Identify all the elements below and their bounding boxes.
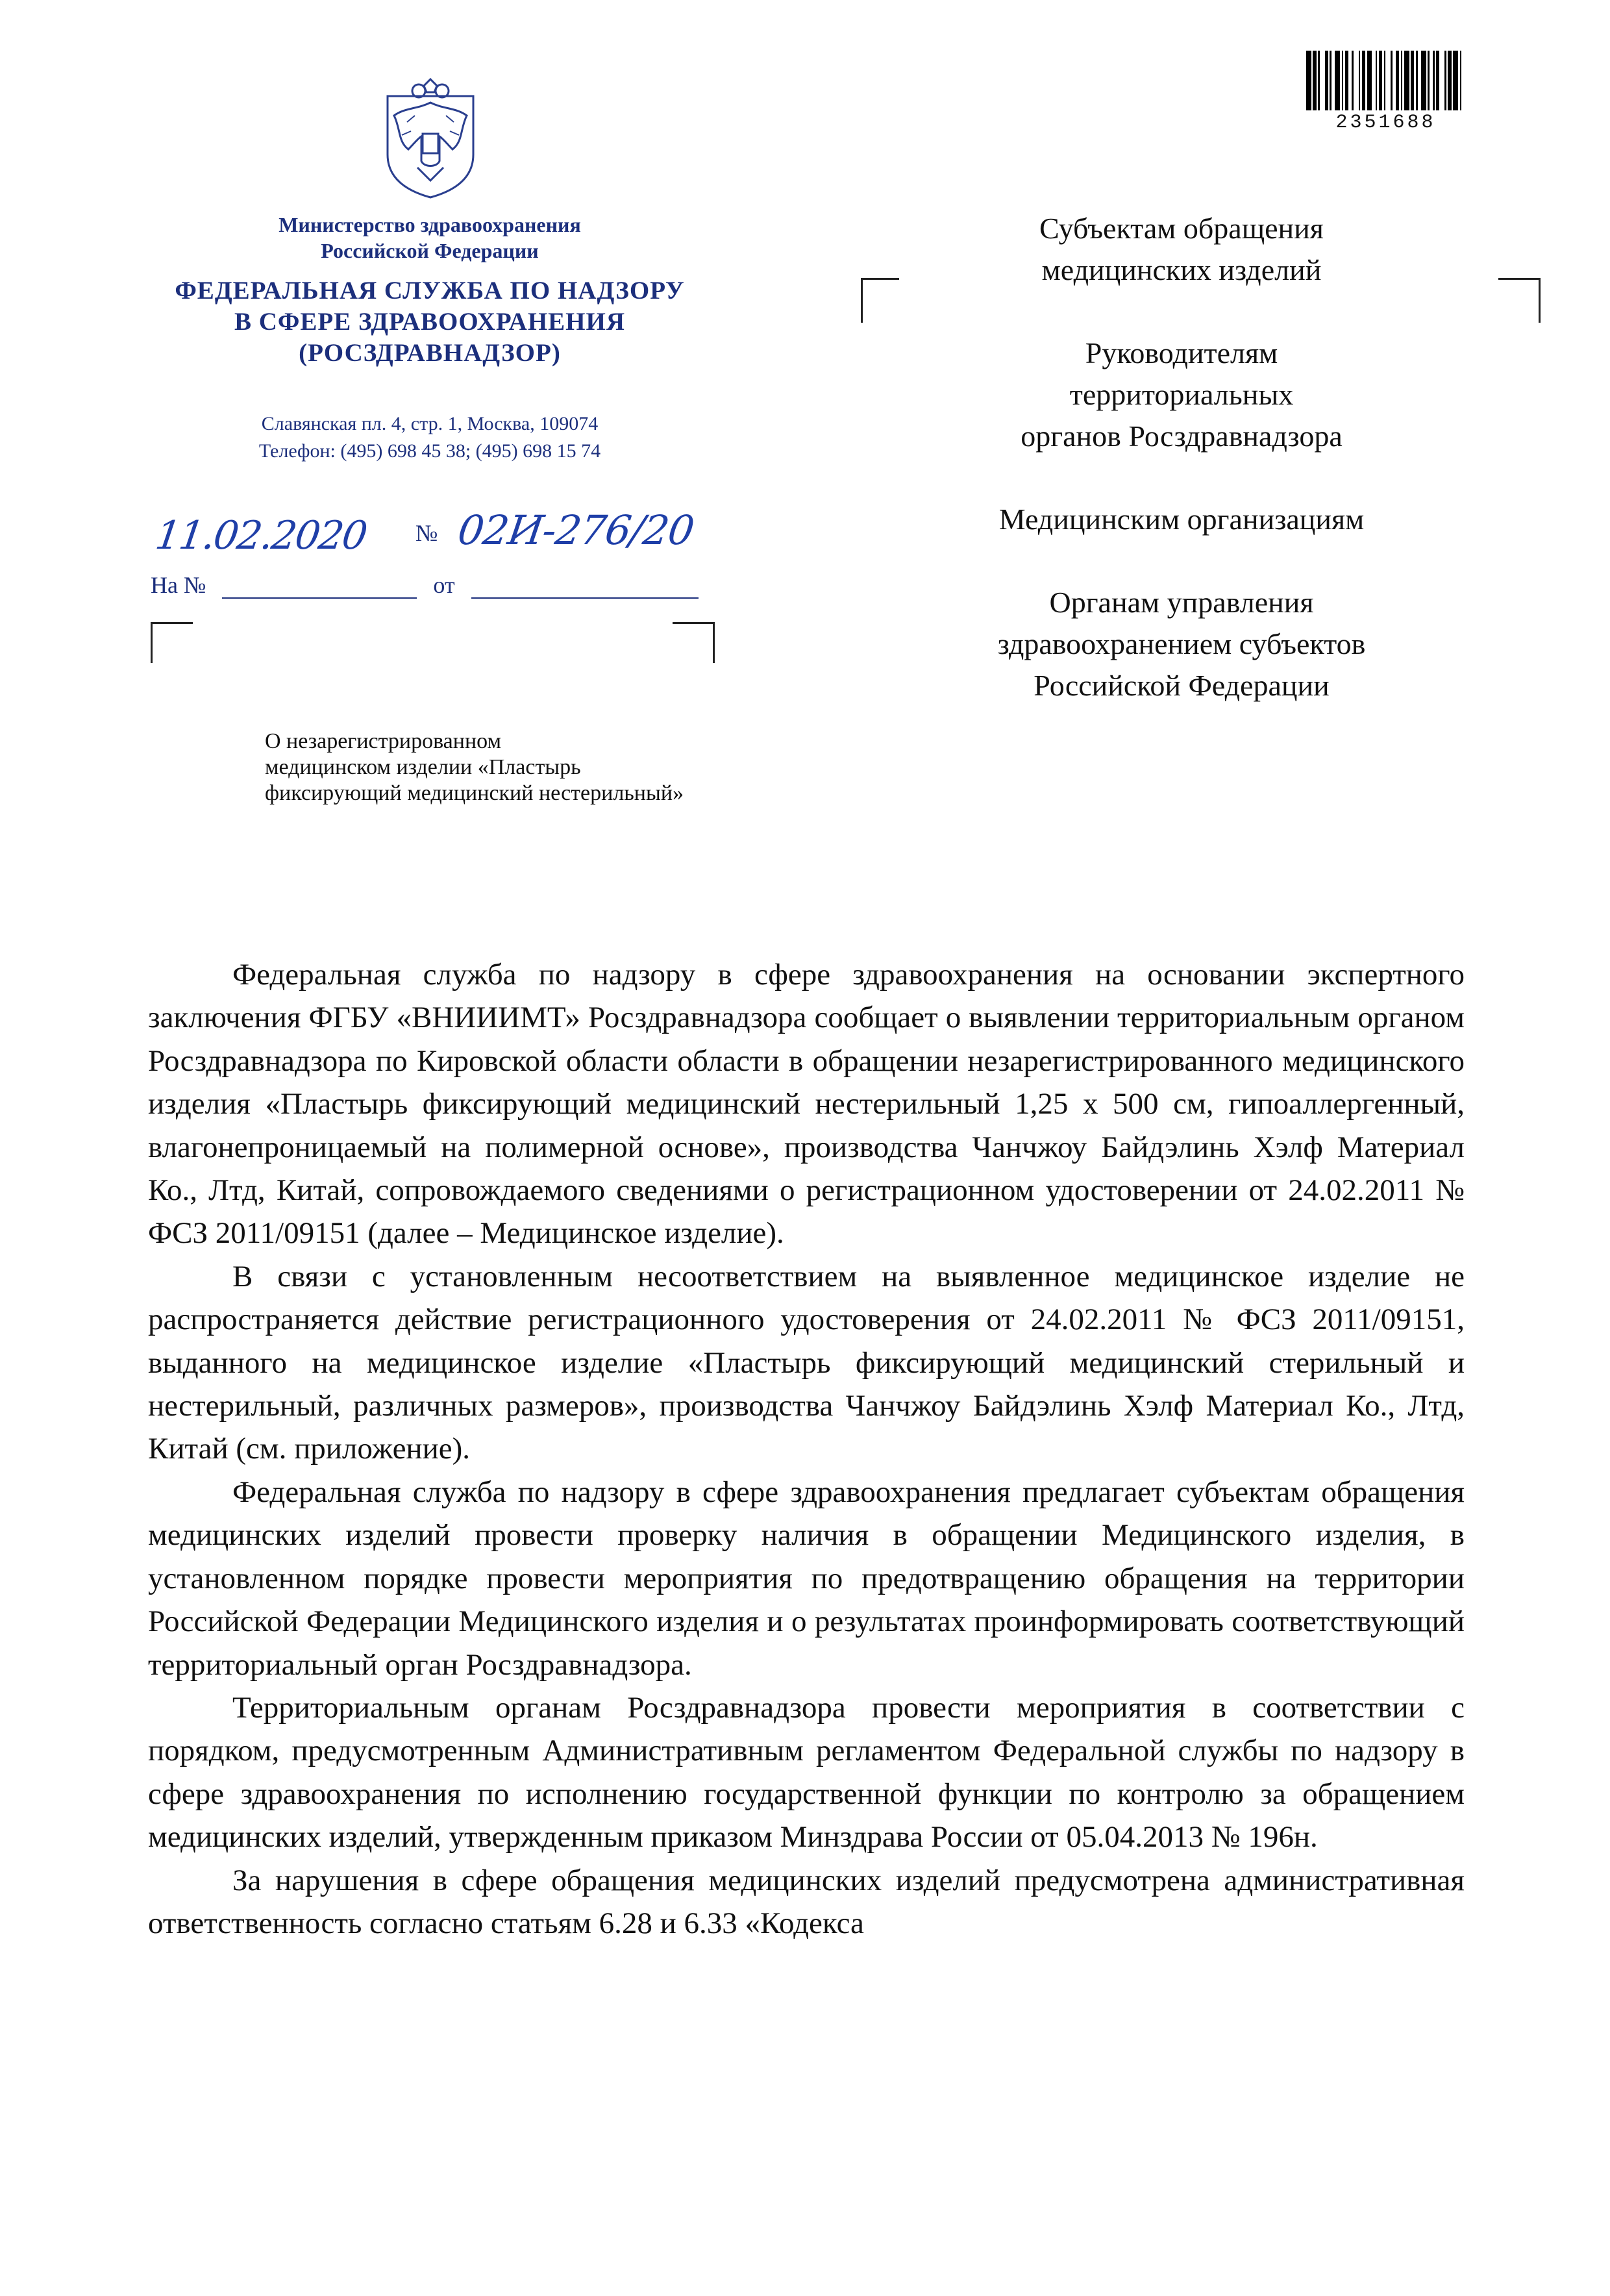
barcode-bar [1404,51,1409,110]
barcode-bar [1335,51,1340,110]
addressee-line: органов Росздравнадзора [1021,419,1343,453]
body-paragraph: В связи с установленным несоответствием на выявленное медицинское изделие не распространяется действие регистрационного удостоверения от 24.02.2011 № ФСЗ 2011/09151, выданного на медицинское изделие «Пластырь фиксирующий медицинский стерильный и нестерильный, различных размеров», производства Чанчжоу Байдэлинь Хэлф Материал Ко., Лтд, Китай (см. приложение). [148,1259,1465,1466]
barcode-bars [1306,51,1465,110]
ref-label: На № [151,572,206,598]
corner-bracket [151,622,193,663]
addressee [915,332,1448,457]
letter-body [148,953,1465,1945]
barcode-bar [1320,51,1325,110]
subject-line: медицинском изделии «Пластырь [265,755,581,779]
ref-number-line [222,577,417,599]
body-paragraph: Территориальным органам Росздравнадзора провести мероприятия в соответствии с порядком, предусмотренным Административным регламентом Федеральной службы по надзору в сфере здравоохранения по исполнению государственной функции по контролю за обращением медицинских изделий, утвержденным приказом Минздрава России от 05.04.2013 № 196н. [148,1690,1465,1854]
ref-from-label: от [433,572,455,598]
ministry-line: Министерство здравоохранения [279,213,581,236]
body-paragraph: Федеральная служба по надзору в сфере здравоохранения предлагает субъектам обращения медицинских изделий провести проверку наличия в обращении Медицинского изделия, в установленном порядке провести мероприятия по предотвращению обращения на территории Российской Федерации Медицинского изделия и о результатах проинформировать соответствующий территориальный орган Росздравнадзора. [148,1475,1465,1682]
barcode-bar [1354,51,1359,110]
address-block [118,410,741,465]
corner-bracket [673,622,715,663]
subject-block [265,729,823,806]
addressee-line: территориальных [1069,378,1294,411]
addressee-line: Медицинским организациям [998,503,1365,536]
body-paragraph: Федеральная служба по надзору в сфере здравоохранения на основании экспертного заключения ФГБУ «ВНИИИМТ» Росздравнадзора сообщает о выявлении территориальным органом Росздравнадзора по Кировской области области в обращении незарегистрированного медицинского изделия «Пластырь фиксирующий медицинский нестерильный 1,25 х 500 см, гипоаллергенный, влагонепроницаемый на полимерной основе», производства Чанчжоу Байдэлинь Хэлф Материал Ко., Лтд, Китай, сопровождаемого сведениями о регистрационном удостоверении от 24.02.2011 № ФСЗ 2011/09151 (далее – Медицинское изделие). [148,958,1465,1251]
addressee-line: Органам управления [1049,586,1314,619]
barcode [1306,51,1465,134]
address-line: Телефон: (495) 698 45 38; (495) 698 15 74 [258,440,601,462]
corner-bracket [1498,278,1541,323]
addressee-line: Субъектам обращения [1039,212,1324,245]
corner-bracket [861,278,899,323]
letter-date: 11.02.2020 [153,513,369,558]
service-name [118,275,741,369]
barcode-bar [1439,51,1444,110]
addressee-line: медицинских изделий [1041,253,1322,286]
addressee-line: Российской Федерации [1034,669,1330,702]
addressee-line: Руководителям [1085,336,1278,369]
service-line: В СФЕРЕ ЗДРАВООХРАНЕНИЯ [234,308,626,336]
ministry-line: Российской Федерации [321,239,539,262]
addressee-line: здравоохранением субъектов [997,627,1366,660]
addressee [915,499,1448,540]
address-line: Славянская пл. 4, стр. 1, Москва, 109074 [261,413,599,434]
number-sign: № [415,520,438,546]
addressee [915,582,1448,706]
subject-line: О незарегистрированном [265,729,502,753]
barcode-bar [1306,51,1311,110]
coat-of-arms-emblem [378,77,482,200]
reference-row [151,571,699,599]
barcode-bar [1453,51,1458,110]
body-paragraph: За нарушения в сфере обращения медицинских изделий предусмотрена административная ответственность согласно статьям 6.28 и 6.33 «Кодекса [148,1863,1465,1940]
service-line: (РОСЗДРАВНАДЗОР) [299,339,561,367]
addressees [915,208,1448,748]
barcode-bar [1367,51,1372,110]
barcode-bar [1461,51,1465,110]
service-line: ФЕДЕРАЛЬНАЯ СЛУЖБА ПО НАДЗОРУ [175,277,685,305]
ministry-name [118,212,741,264]
barcode-number: 2351688 [1335,112,1436,134]
ref-date-line [471,577,699,599]
barcode-bar [1421,51,1426,110]
addressee [915,208,1448,291]
letter-number: 02И-276/20 [454,506,697,554]
barcode-bar [1385,51,1391,110]
subject-line: фиксирующий медицинский нестерильный» [265,781,684,805]
